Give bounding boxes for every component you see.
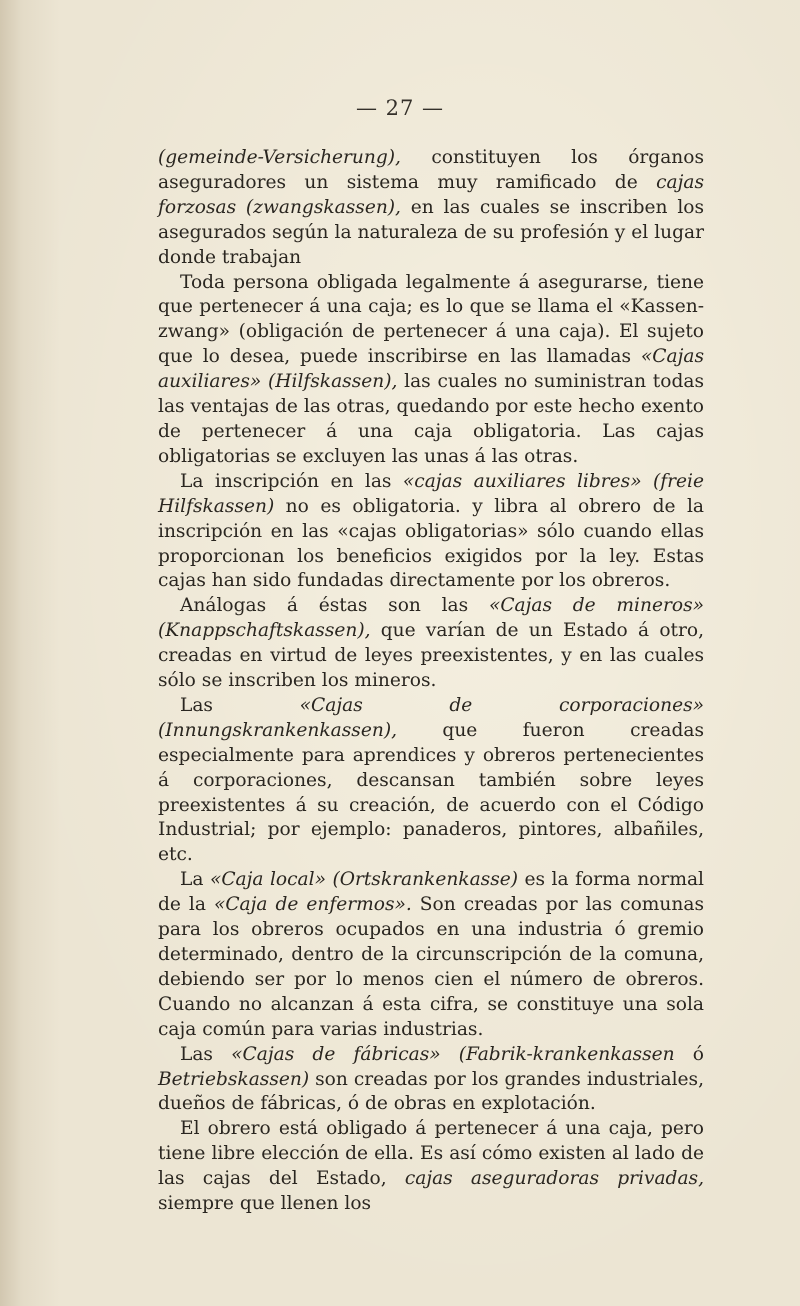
page-number: — 27 — xyxy=(355,96,445,120)
text-run: ó xyxy=(674,1043,704,1065)
paragraph xyxy=(158,1043,704,1118)
italic-text: «Cajas de corporaciones» (Innungskrankenkassen), xyxy=(158,694,705,741)
text-run: en las cuales se inscriben los asegurados según la naturaleza de su profesión y el lugar donde trabajan xyxy=(158,196,704,268)
text-run: es la forma normal de la xyxy=(158,869,704,916)
paragraph xyxy=(158,868,704,1042)
text-run: las cuales no suministran todas las ventajas de las otras, quedando por este hecho exento de pertenecer á una caja obligatoria. Las cajas obligatorias se excluyen las unas á las otras. xyxy=(158,371,704,467)
italic-text: «Cajas auxiliares» (Hilfskassen), xyxy=(158,346,704,393)
italic-text: cajas forzosas (zwangskassen), xyxy=(158,171,704,218)
text-run: son creadas por los grandes industriales, dueños de fábricas, ó de obras en explotación. xyxy=(158,1068,704,1115)
text-run: Las xyxy=(180,1043,232,1065)
paragraph xyxy=(158,594,704,694)
paragraph xyxy=(158,1117,704,1217)
italic-text: «Cajas de fábricas» (Fabrik-krankenkassen xyxy=(231,1043,675,1065)
text-body xyxy=(158,146,704,1217)
text-run: Las xyxy=(180,694,300,716)
text-run: Son creadas por las comunas para los obreros ocupados en una industria ó gremio determinado, dentro de la circunscripción de la comuna, debiendo ser por lo menos cien el número de obreros. Cuando no alcanzan á esta cifra, se constituye una sola caja común para varias industrias. xyxy=(158,894,704,1040)
italic-text: Betriebskassen) xyxy=(158,1068,310,1090)
italic-text: «Caja de enfermos». xyxy=(213,894,412,916)
text-run: constituyen los órganos aseguradores un sistema muy ramificado de xyxy=(158,147,704,193)
italic-text: «cajas auxiliares libres» (freie Hilfskassen) xyxy=(158,470,704,517)
text-run: que fueron creadas especialmente para aprendices y obreros pertenecientes á corporaciones, descansan también sobre leyes preexistentes á su creación, de acuerdo con el Código Industrial; por ejemplo: panaderos, pintores, albañiles, etc. xyxy=(158,719,704,866)
text-run: El obrero está obligado á pertenecer á una caja, pero tiene libre elección de ella. Es así cómo existen al lado de las cajas del Estado, xyxy=(158,1118,704,1190)
text-run: La xyxy=(180,869,210,891)
text-run: que varían de un Estado á otro, creadas en virtud de leyes preexistentes, y en las cuales sólo se inscriben los mineros. xyxy=(158,620,704,692)
paragraph xyxy=(158,271,704,470)
italic-text: «Caja local» (Ortskrankenkasse) xyxy=(209,869,518,891)
italic-text: (gemeinde-Versicherung), xyxy=(158,147,401,168)
text-run: Análogas á éstas son las xyxy=(180,595,489,617)
paragraph xyxy=(158,694,704,868)
text-run: no es obligatoria. y libra al obrero de la inscripción en las «cajas obligatorias» sólo cuando ellas proporcionan los beneficios exigidos por la ley. Estas cajas han sido fundadas directamente por los obreros. xyxy=(158,495,704,592)
text-run: siempre que llenen los xyxy=(158,1193,372,1215)
text-run: Toda persona obligada legalmente á asegurarse, tiene que pertenecer á una caja; es lo que se llama el «Kassen-zwang» (obligación de pertenecer á una caja). El sujeto que lo desea, puede inscribirse en las llamadas xyxy=(158,271,704,368)
paragraph xyxy=(158,470,704,595)
paragraph xyxy=(158,146,704,271)
italic-text: «Cajas de mineros» (Knappschaftskassen), xyxy=(158,595,704,642)
text-run: La inscripción en las xyxy=(180,470,403,492)
italic-text: cajas aseguradoras privadas, xyxy=(404,1168,704,1190)
